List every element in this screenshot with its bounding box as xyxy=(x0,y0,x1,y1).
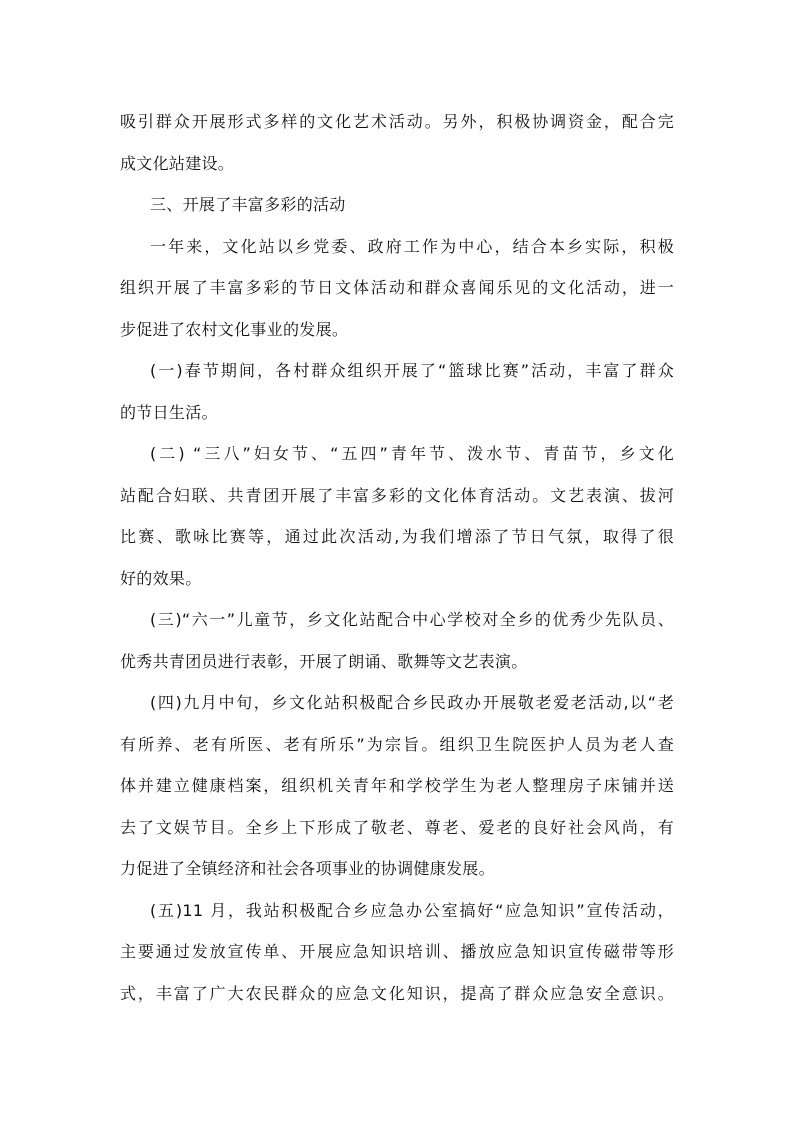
text-line: 站配合妇联、共青团开展了丰富多彩的文化体育活动。文艺表演、拔河 xyxy=(120,485,674,505)
text-line: 去了文娱节目。全乡上下形成了敬老、尊老、爱老的良好社会风尚，有 xyxy=(120,817,674,837)
text-line: (二) “三八”妇女节、“五四”青年节、泼水节、青苗节，乡文化 xyxy=(150,444,674,463)
text-line: (四)九月中旬，乡文化站积极配合乡民政办开展敬老爱老活动,以“老 xyxy=(150,693,674,712)
text-line: 体并建立健康档案，组织机关青年和学校学生为老人整理房子床铺并送 xyxy=(120,776,674,795)
text-line: 成文化站建设。 xyxy=(120,153,235,173)
text-line: (一)春节期间，各村群众组织开展了“篮球比赛”活动，丰富了群众 xyxy=(150,361,674,380)
text-line: 步促进了农村文化事业的发展。 xyxy=(120,319,349,339)
text-line: 优秀共青团员进行表彰，开展了朗诵、歌舞等文艺表演。 xyxy=(120,651,528,671)
text-line: 好的效果。 xyxy=(120,568,202,588)
text-line: 三、开展了丰富多彩的活动 xyxy=(150,195,346,214)
text-line: 的节日生活。 xyxy=(120,402,218,422)
text-line: 力促进了全镇经济和社会各项事业的协调健康发展。 xyxy=(120,859,495,878)
text-line: (三)“六一”儿童节，乡文化站配合中心学校对全乡的优秀少先队员、 xyxy=(150,610,674,629)
document-body xyxy=(120,101,674,1014)
text-line: 比赛、歌咏比赛等，通过此次活动,为我们增添了节日气氛，取得了很 xyxy=(120,527,674,546)
text-line: 式，丰富了广大农民群众的应急文化知识，提高了群众应急安全意识。 xyxy=(120,983,674,1003)
text-line: 组织开展了丰富多彩的节日文体活动和群众喜闻乐见的文化活动，进一 xyxy=(120,278,674,297)
text-line: 主要通过发放宣传单、开展应急知识培训、播放应急知识宣传磁带等形 xyxy=(120,942,674,961)
text-line: 一年来，文化站以乡党委、政府工作为中心，结合本乡实际，积极 xyxy=(150,236,674,256)
text-line: 吸引群众开展形式多样的文化艺术活动。另外，积极协调资金，配合完 xyxy=(120,112,674,131)
text-line: (五)11 月，我站积极配合乡应急办公室搞好“应急知识”宣传活动， xyxy=(150,900,674,920)
text-line: 有所养、老有所医、老有所乐”为宗旨。组织卫生院医护人员为老人查 xyxy=(120,734,674,754)
